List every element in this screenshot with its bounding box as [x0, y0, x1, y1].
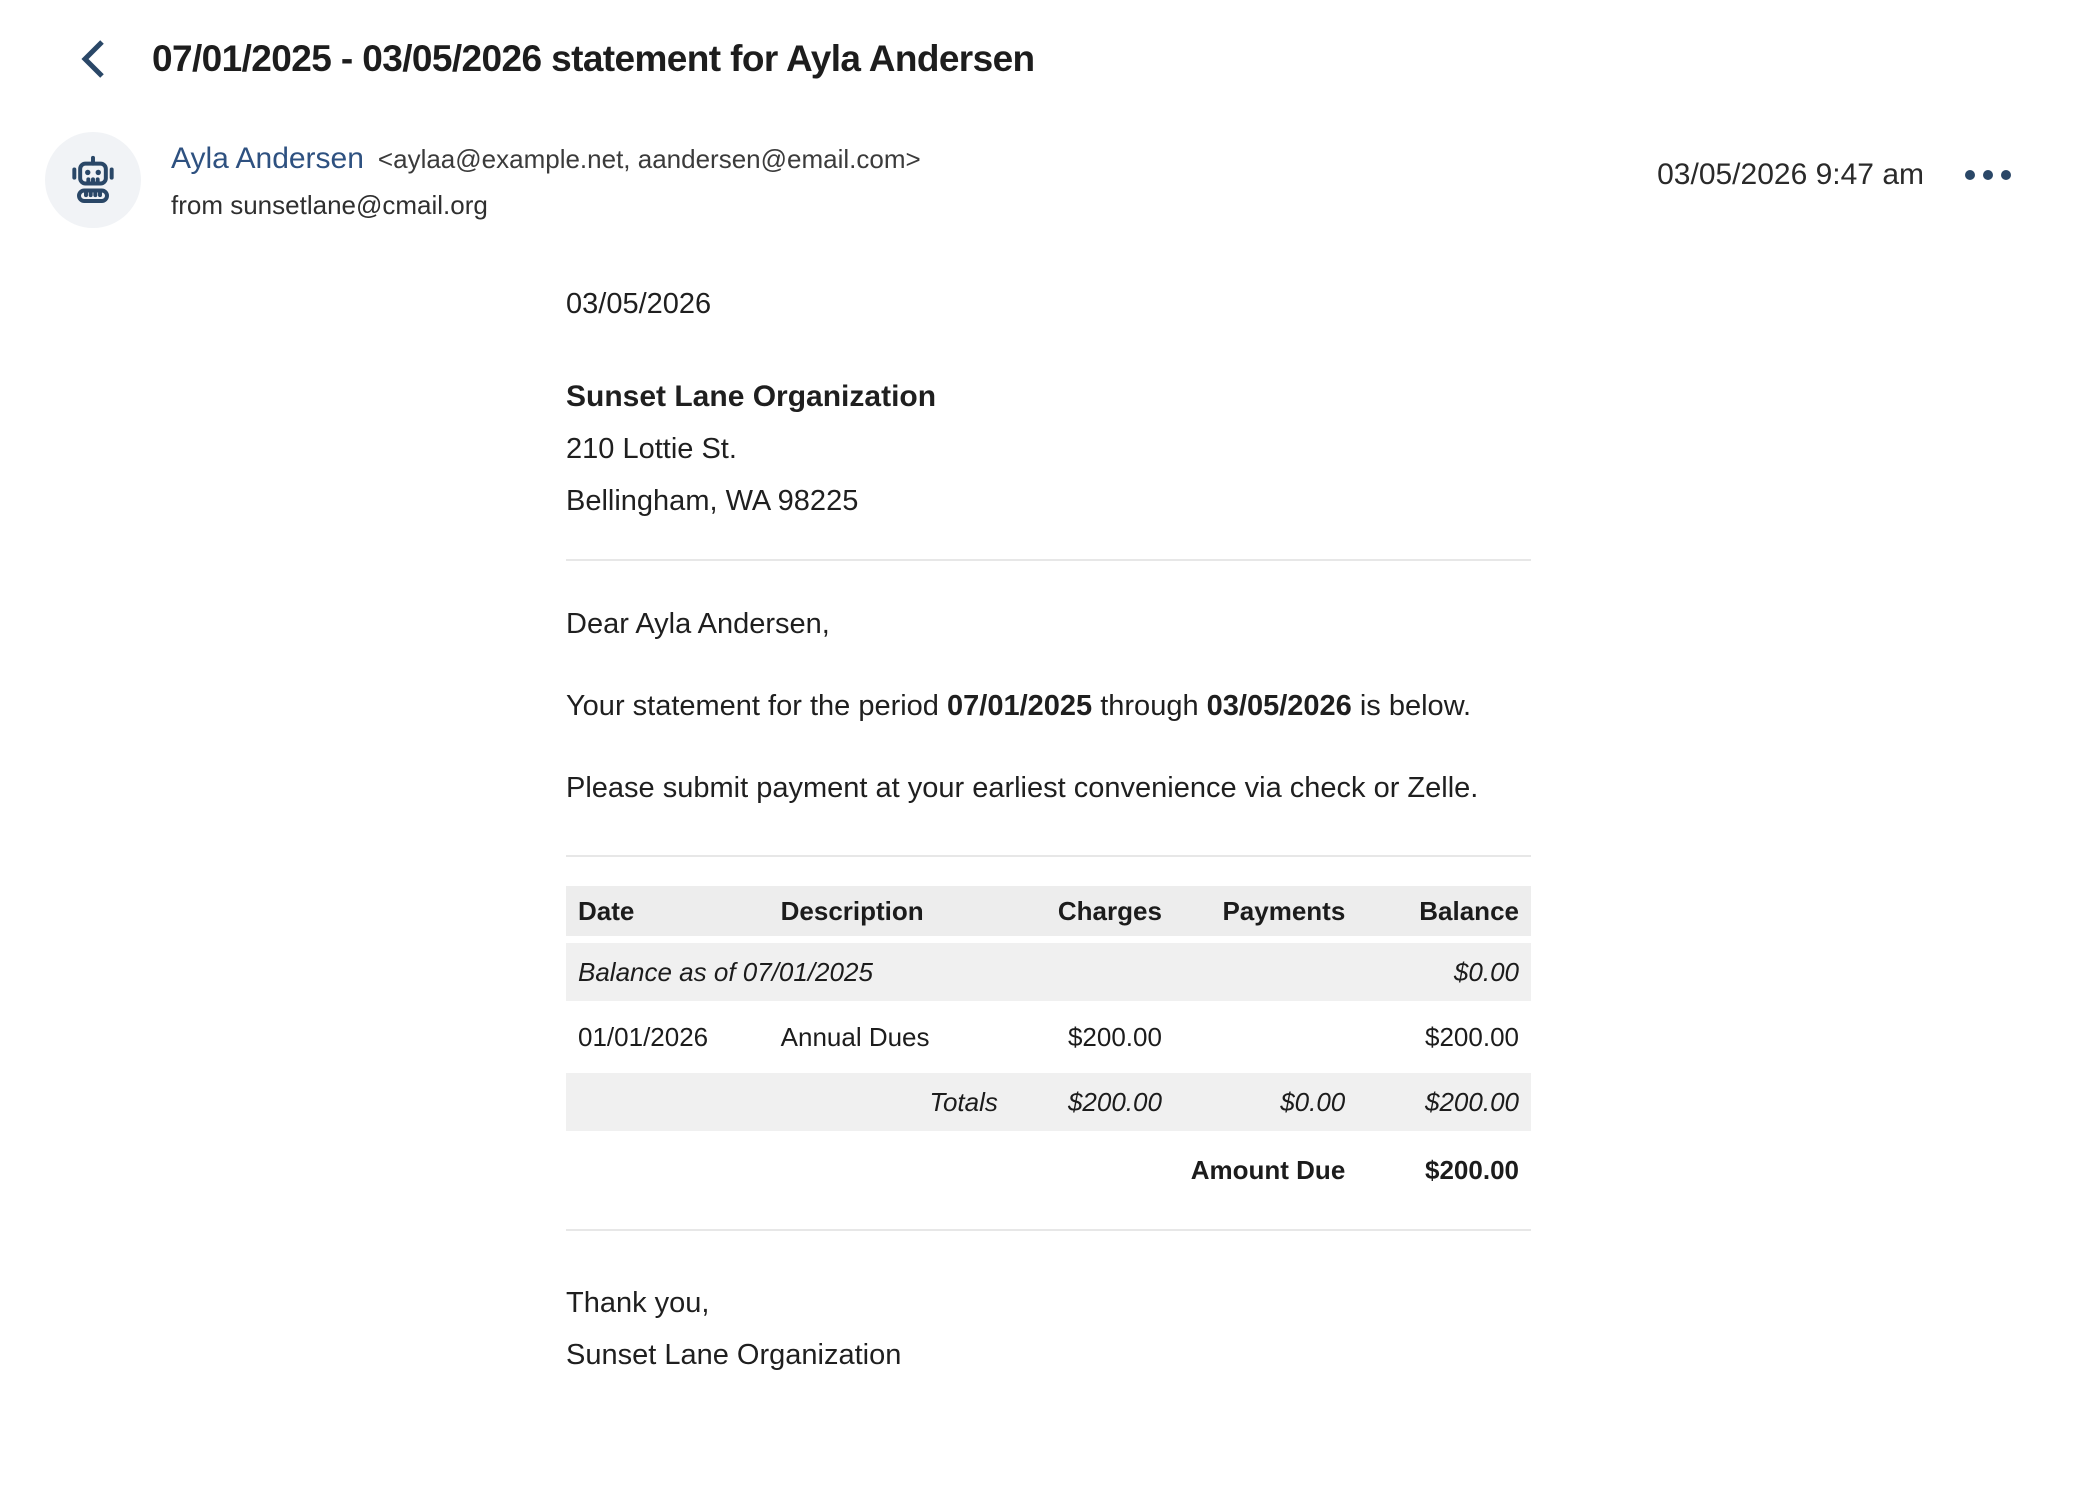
statement-period-start: 07/01/2025	[947, 690, 1093, 722]
sender-row	[0, 132, 2074, 228]
org-name: Sunset Lane Organization	[566, 380, 937, 413]
statement-period-prefix: Your statement for the period	[566, 690, 939, 722]
email-body	[566, 288, 1531, 1381]
totals-balance: $200.00	[1357, 1073, 1531, 1131]
robot-icon	[65, 152, 121, 208]
divider	[566, 559, 1531, 561]
more-options-button[interactable]	[1958, 162, 2018, 188]
statement-period-paragraph	[566, 681, 1531, 731]
statement-period-suffix: is below.	[1359, 690, 1472, 722]
payment-note: Please submit payment at your earliest convenience via check or Zelle.	[566, 772, 1479, 804]
row-charges: $200.00	[1067, 1021, 1162, 1052]
org-address-line2: Bellingham, WA 98225	[566, 485, 859, 517]
sender-info	[171, 132, 1657, 221]
sender-name-link[interactable]: Ayla Andersen	[171, 142, 364, 175]
table-row	[566, 1008, 1531, 1066]
amount-due-spacer	[566, 1138, 1174, 1202]
sender-from-line: from sunsetlane@cmail.org	[171, 190, 488, 220]
amount-due-value: $200.00	[1357, 1138, 1531, 1202]
statement-table	[566, 879, 1531, 1209]
column-header-payments: Payments	[1174, 886, 1357, 936]
page-header	[0, 0, 2074, 82]
message-meta	[1657, 132, 2018, 192]
column-header-charges: Charges	[1010, 886, 1174, 936]
page-title: 07/01/2025 - 03/05/2026 statement for Ayla Andersen	[152, 38, 1035, 79]
statement-period-end: 03/05/2026	[1206, 690, 1352, 722]
greeting: Dear Ayla Andersen,	[566, 608, 830, 640]
row-date: 01/01/2026	[578, 1021, 709, 1052]
totals-label: Totals	[769, 1073, 1010, 1131]
chevron-left-icon	[77, 37, 111, 81]
totals-row	[566, 1073, 1531, 1131]
totals-spacer	[566, 1073, 769, 1131]
balance-forward-label: Balance as of 07/01/2025	[566, 943, 1357, 1001]
column-header-description: Description	[769, 886, 1010, 936]
closing-line1: Thank you,	[566, 1287, 710, 1319]
balance-forward-amount: $0.00	[1357, 943, 1531, 1001]
avatar	[45, 132, 141, 228]
divider	[566, 855, 1531, 857]
statement-date: 03/05/2026	[566, 288, 712, 320]
sender-line	[171, 142, 1657, 176]
ellipsis-icon	[1962, 166, 2014, 184]
balance-forward-row	[566, 943, 1531, 1001]
org-address-line1: 210 Lottie St.	[566, 433, 737, 465]
totals-payments: $0.00	[1174, 1073, 1357, 1131]
column-header-date: Date	[566, 886, 769, 936]
closing-line2: Sunset Lane Organization	[566, 1339, 902, 1371]
column-header-balance: Balance	[1357, 886, 1531, 936]
message-timestamp: 03/05/2026 9:47 am	[1657, 158, 1924, 191]
amount-due-row	[566, 1138, 1531, 1202]
sender-addresses: <aylaa@example.net, aandersen@email.com>	[377, 144, 921, 174]
totals-charges: $200.00	[1010, 1073, 1174, 1131]
org-address-block	[566, 371, 1531, 527]
table-header-row	[566, 886, 1531, 936]
closing-block	[566, 1277, 1531, 1381]
divider	[566, 1229, 1531, 1231]
row-payments	[1174, 1008, 1357, 1066]
back-button[interactable]	[74, 36, 114, 82]
row-description: Annual Dues	[780, 1021, 930, 1052]
amount-due-label: Amount Due	[1174, 1138, 1357, 1202]
row-balance: $200.00	[1425, 1021, 1519, 1052]
statement-period-middle: through	[1100, 690, 1199, 722]
